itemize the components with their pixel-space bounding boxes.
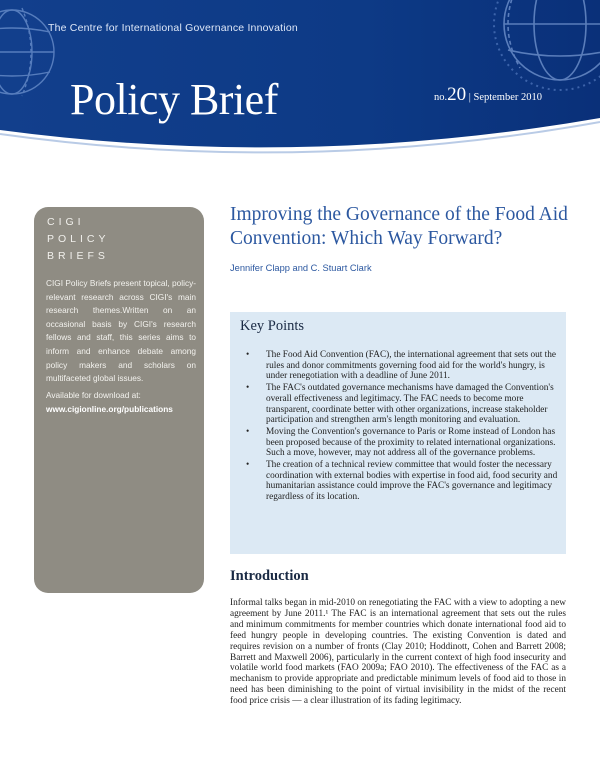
org-name: The Centre for International Governance Innovation [48,22,298,34]
introduction-paragraph: Informal talks began in mid-2010 on renegotiating the FAC with a view to adopting a new agreement by June 2011.¹ The FAC is an international agreement that sets out the rules and minimum commitments for member countries which donate international food aid to feed hungry people in developing countries. The existing Convention is dated and requires revision on a number of fronts (Clay 2010; Hoddinott, Cohen and Barrett 2008; Barrett and Maxwell 2006), particularly in the current context of high food insecurity and volatile world food markets (FAO 2009a; FAO 2010). The effectiveness of the FAC as a mechanism to provide appropriate and predictable minimum levels of food aid to those in need has been diminishing to the point of virtual invisibility in the midst of the recent food price crisis — a clear illustration of its fading legitimacy. [230,598,566,707]
issue-prefix: no. [434,92,448,103]
introduction-heading: Introduction [230,568,309,584]
publications-link[interactable]: www.cigionline.org/publications [46,403,173,414]
issue-date: September 2010 [473,92,543,103]
sidebar-availability [46,389,196,416]
issue-number: 20 [447,84,467,105]
header-banner [0,0,600,162]
article-title: Improving the Governance of the Food Aid Convention: Which Way Forward? [230,204,568,249]
bullet-icon: • [246,460,250,471]
series-title: Policy Brief [70,75,278,124]
bullet-icon: • [246,383,250,394]
sidebar-label-cigi: CIGI [47,216,85,228]
list-item: • The Food Aid Convention (FAC), the international agreement that sets out the rules and donor commitments governing food aid for the world's hungry, is under renegotiation with a deadline of June 2011. [246,350,557,382]
list-item: • The FAC's outdated governance mechanisms have damaged the Convention's overall effectiveness and legitimacy. The FAC needs to become more transparent, coordinate better with other organizations, increase stakeholder participation and strengthen arm's length monitoring and evaluation. [246,383,554,426]
sidebar-label-briefs: BRIEFS [47,250,109,262]
issue-separator: | [468,92,471,103]
key-points-heading: Key Points [240,318,305,334]
bullet-icon: • [246,426,250,437]
list-item: • Moving the Convention's governance to Paris or Rome instead of London has been proposed because of the proximity to related international organizations. Such a move, however, may not address all of the governance problems. [246,426,556,459]
sidebar-label-policy: POLICY [47,233,110,245]
issue-info [434,84,542,106]
list-item: • The creation of a technical review committee that would foster the necessary coordination with external bodies with expertise in food aid, food security and humanitarian assistance could improve the FAC's governance and legitimacy regardless of its location. [246,460,558,503]
key-points-list [240,350,558,504]
sidebar-description: CIGI Policy Briefs present topical, policy-relevant research across CIGI's main research themes.Written on an occasional basis by CIGI's research fellows and staff, this series aims to inform and enhance debate among policy makers and scholars on multifaceted global issues. [46,278,196,384]
availability-label: Available for download at: [46,390,141,400]
bullet-icon: • [246,350,250,360]
key-points-box [230,312,566,554]
sidebar-panel [34,207,204,593]
article-authors: Jennifer Clapp and C. Stuart Clark [230,263,372,273]
